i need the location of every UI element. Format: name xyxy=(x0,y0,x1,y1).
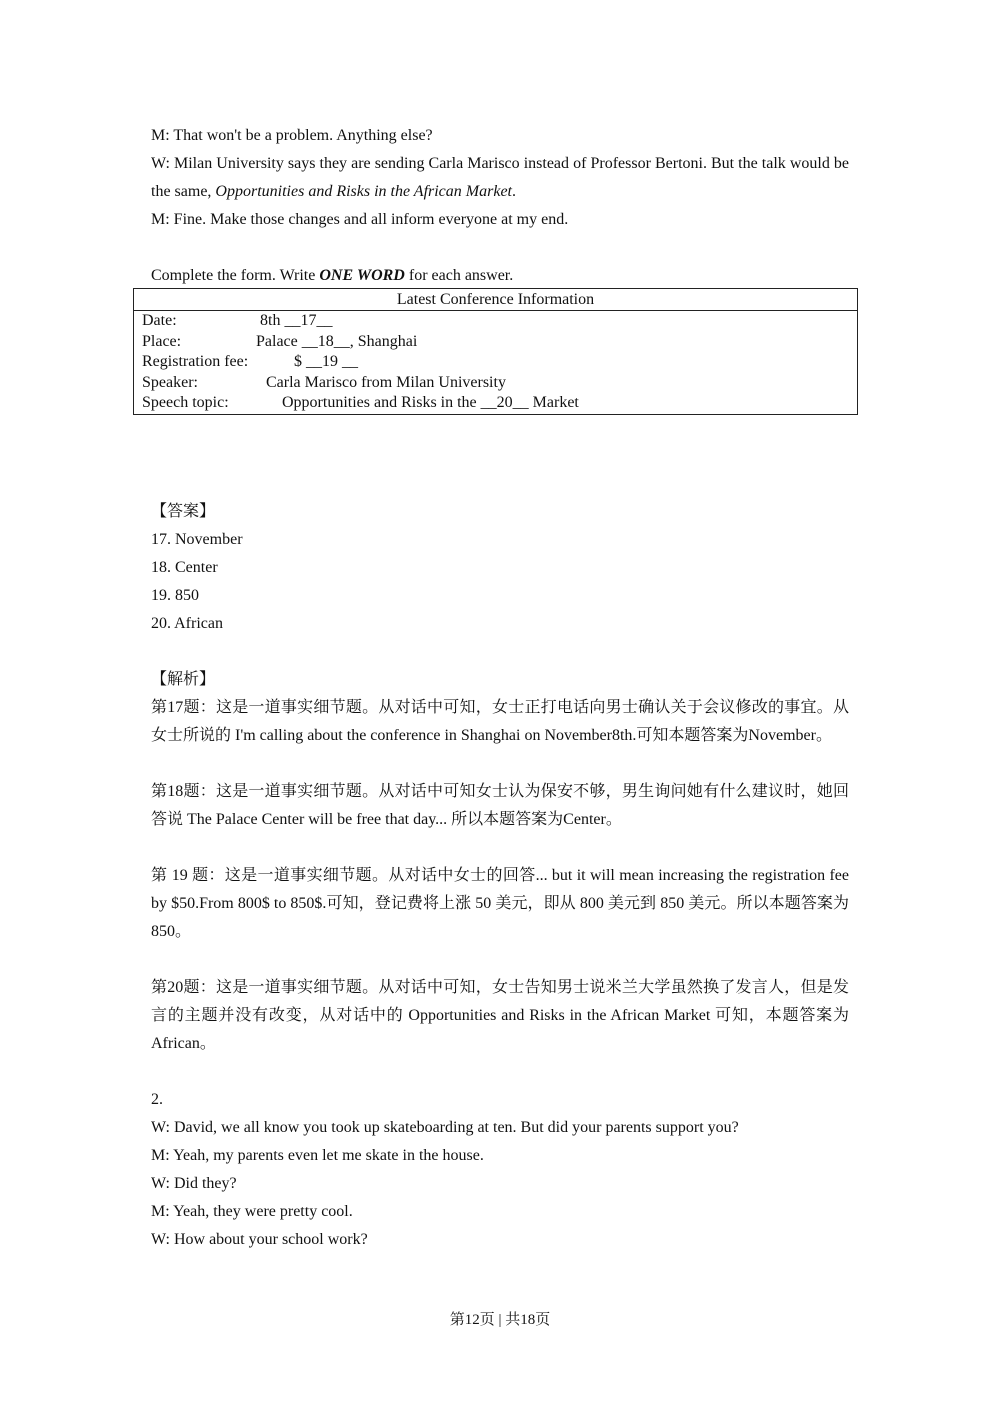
answer-item: 18. Center xyxy=(151,559,218,576)
dialogue-line: W: Milan University says they are sending Carla Marisco instead of Professor Bertoni. But the talk would be the same, Opportunities and Risks in the African Market. xyxy=(151,155,849,200)
analysis-paragraph: 第18题：这是一道事实细节题。从对话中可知女士认为保安不够，男生询问她有什么建议时，她回答说 The Palace Center will be free that day... 所以本题答案为Center。 xyxy=(151,783,849,828)
page-footer: 第12页 | 共18页 xyxy=(449,1312,551,1328)
form-row: Speech topic: Opportunities and Risks in the __20__ Market xyxy=(134,393,858,414)
form-row: Place: Palace __18__, Shanghai xyxy=(134,332,858,353)
form-row: Registration fee: $ __19 __ xyxy=(134,352,858,373)
form-row: Date: 8th __17__ xyxy=(134,311,858,332)
answers-analysis-section xyxy=(151,498,849,1254)
answer-item: 19. 850 xyxy=(151,587,199,604)
answers-heading: 【答案】 xyxy=(151,503,216,520)
conference-form xyxy=(133,288,858,415)
dialogue-line: M: Fine. Make those changes and all inform everyone at my end. xyxy=(151,211,569,228)
dialogue-line: M: That won't be a problem. Anything else? xyxy=(151,127,433,144)
analysis-heading: 【解析】 xyxy=(151,671,216,688)
dialogue-line: W: David, we all know you took up skateboarding at ten. But did your parents support you? xyxy=(151,1119,739,1136)
analysis-paragraph: 第17题：这是一道事实细节题。从对话中可知，女士正打电话向男士确认关于会议修改的事宜。从女士所说的 I'm calling about the conference in Shanghai on November8th.可知本题答案为November。 xyxy=(151,699,849,744)
form-instruction: Complete the form. Write ONE WORD for each answer. xyxy=(151,267,514,284)
question-number: 2. xyxy=(151,1091,163,1108)
dialogue-line: W: Did they? xyxy=(151,1175,237,1192)
form-row: Speaker: Carla Marisco from Milan University xyxy=(134,373,858,394)
dialogue-line: W: How about your school work? xyxy=(151,1231,368,1248)
talk-title: Opportunities and Risks in the African Market xyxy=(215,183,512,200)
answer-item: 17. November xyxy=(151,531,243,548)
form-title: Latest Conference Information xyxy=(134,289,858,311)
analysis-paragraph: 第20题：这是一道事实细节题。从对话中可知，女士告知男士说米兰大学虽然换了发言人，但是发言的主题并没有改变，从对话中的 Opportunities and Risks in the African Market 可知，本题答案为 African。 xyxy=(151,979,849,1052)
analysis-paragraph: 第 19 题：这是一道事实细节题。从对话中女士的回答... but it will mean increasing the registration fee by $50.From 800$ to 850$.可知，登记费将上涨 50 美元，即从 800 美元到 850 美元。所以本题答案为 850。 xyxy=(151,867,849,940)
dialogue-line: M: Yeah, they were pretty cool. xyxy=(151,1203,353,1220)
dialogue-section xyxy=(151,122,849,290)
answer-item: 20. African xyxy=(151,615,223,632)
dialogue-line: M: Yeah, my parents even let me skate in the house. xyxy=(151,1147,484,1164)
